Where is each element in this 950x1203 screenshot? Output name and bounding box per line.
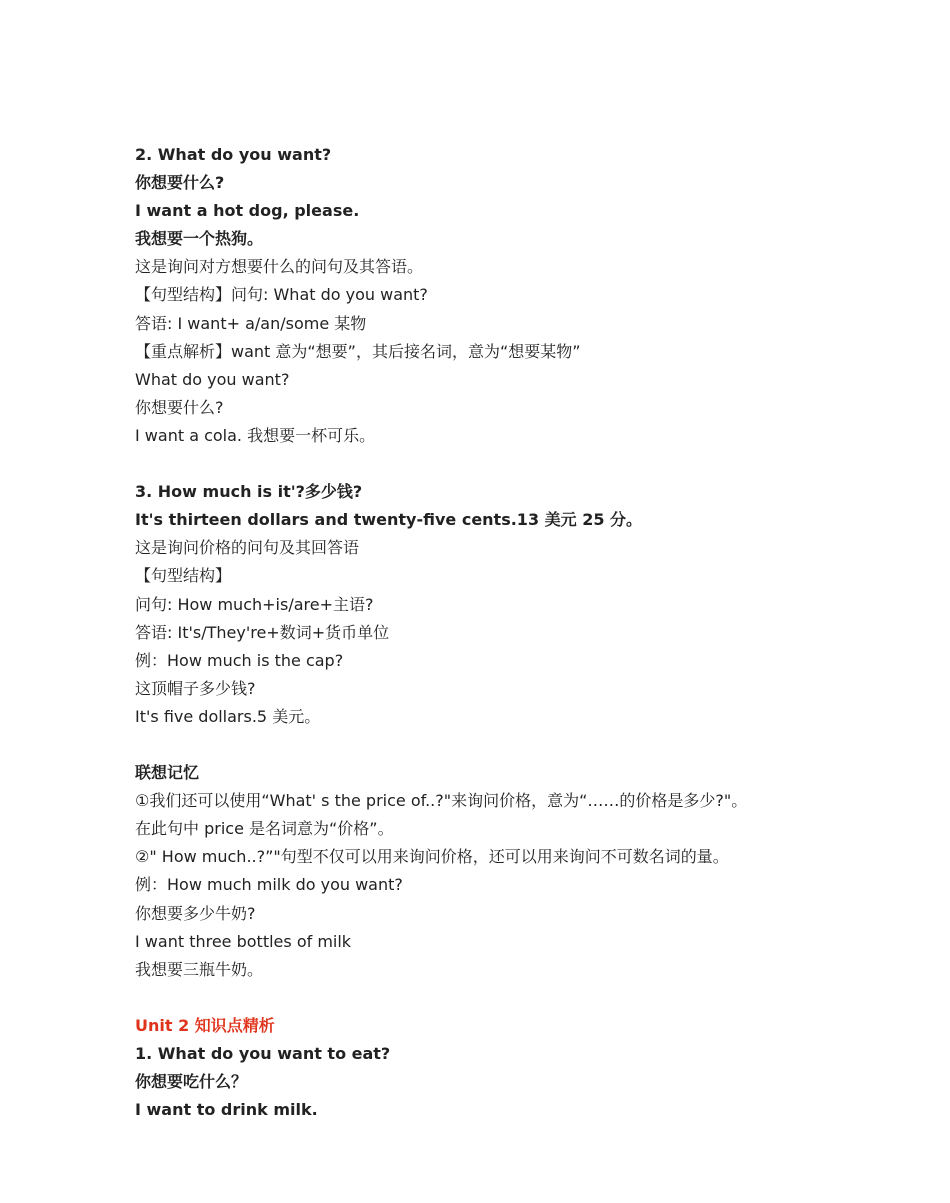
section3-heading: 3. How much is it'?多少钱? <box>135 482 363 502</box>
spacer <box>135 450 915 478</box>
section2-heading-cn: 你想要什么? <box>135 173 225 193</box>
unit2-heading: 1. What do you want to eat? <box>135 1044 391 1063</box>
section3-question-form: 问句: How much+is/are+主语? <box>135 594 374 614</box>
section3-example-q-cn: 这顶帽子多少钱? <box>135 678 256 698</box>
section2-structure: 【句型结构】问句: What do you want? <box>135 285 428 305</box>
section2-structure-answer: 答语: I want+ a/an/some 某物 <box>135 313 367 333</box>
unit2-answer: I want to drink milk. <box>135 1100 318 1120</box>
section2-heading: 2. What do you want? <box>135 145 332 164</box>
memory-example-a-cn: 我想要三瓶牛奶。 <box>135 959 264 979</box>
memory-heading: 联想记忆 <box>135 763 200 783</box>
section3-structure: 【句型结构】 <box>135 566 232 586</box>
memory-point2: ②" How much..?”"句型不仅可以用来询问价格，还可以用来询问不可数名词的量。 <box>135 847 729 867</box>
memory-point1: ①我们还可以使用“What' s the price of..?"来询问价格，意为“……的价格是多少?"。 <box>135 791 748 811</box>
section3-answer: It's thirteen dollars and twenty-five cents.13 美元 25 分。 <box>135 510 643 530</box>
memory-point1-cont: 在此句中 price 是名词意为“价格”。 <box>135 819 394 839</box>
section3-answer-form: 答语: It's/They're+数词+货币单位 <box>135 622 390 642</box>
section2-key-point: 【重点解析】want 意为“想要”，其后接名词，意为“想要某物” <box>135 341 581 361</box>
document-page <box>135 141 915 1124</box>
section2-answer: I want a hot dog, please. <box>135 201 360 221</box>
unit2-title: Unit 2 知识点精析 <box>135 1015 275 1035</box>
memory-example-q-cn: 你想要多少牛奶? <box>135 903 256 923</box>
memory-example-a: I want three bottles of milk <box>135 931 352 951</box>
section2-example-q-cn: 你想要什么? <box>135 397 224 417</box>
section3-desc: 这是询问价格的问句及其回答语 <box>135 538 360 558</box>
section2-desc: 这是询问对方想要什么的问句及其答语。 <box>135 257 424 277</box>
spacer <box>135 731 915 759</box>
section2-example-q: What do you want? <box>135 369 290 389</box>
section3-example-q: 例：How much is the cap? <box>135 650 344 670</box>
section2-example-a: I want a cola. 我想要一杯可乐。 <box>135 425 376 445</box>
section3-example-a: It's five dollars.5 美元。 <box>135 706 321 726</box>
unit2-heading-cn: 你想要吃什么？ <box>135 1072 248 1092</box>
spacer <box>135 984 915 1012</box>
memory-example-q: 例：How much milk do you want? <box>135 875 403 895</box>
section2-answer-cn: 我想要一个热狗。 <box>135 229 264 249</box>
